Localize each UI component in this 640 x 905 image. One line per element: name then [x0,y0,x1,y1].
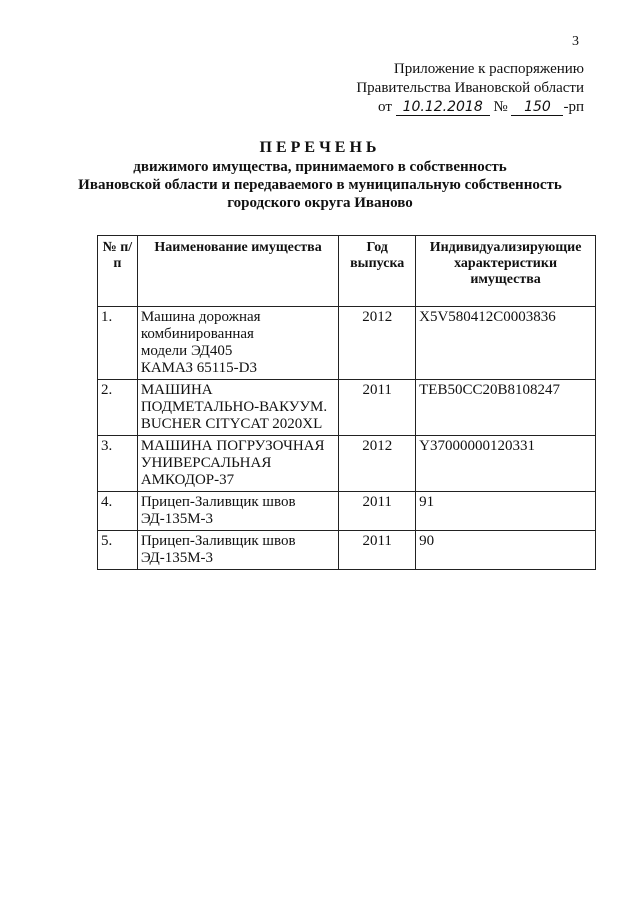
appendix-date-line [356,98,584,117]
row-name-line: Прицеп-Заливщик швов [140,494,296,510]
page-number: 3 [572,34,579,49]
row-id: X5V580412C0003836 [416,307,596,380]
row-name-line: ЭД-135М-3 [140,511,214,527]
row-num: 2. [98,380,138,436]
table-row [98,380,596,436]
row-year: 2012 [339,307,416,380]
row-name-line: Прицеп-Заливщик швов [140,533,296,549]
row-num: 1. [98,307,138,380]
row-name [137,307,338,380]
row-id: Y37000000120331 [416,436,596,492]
appendix-line-2: Правительства Ивановской области [356,80,584,96]
row-id: TEB50CC20B8108247 [416,380,596,436]
heading-line-1: движимого имущества, принимаемого в собственность [133,159,507,175]
heading-line-2: Ивановской области и передаваемого в муниципальную собственность [78,177,562,193]
row-name-line: УНИВЕРСАЛЬНАЯ [140,455,272,471]
number-prefix: № [493,99,508,115]
row-name-line: АМКОДОР-37 [140,472,235,488]
number-value: 150 [511,100,563,116]
header-num: № п/п [98,236,138,307]
row-name-line: КАМАЗ 65115-D3 [140,360,257,376]
row-name-line: Машина дорожная [140,309,261,325]
date-prefix: от [378,99,392,115]
table-row [98,307,596,380]
row-name-line: ЭД-135М-3 [140,550,214,566]
row-year: 2012 [339,436,416,492]
table-row [98,436,596,492]
row-name-line: комбинированная [140,326,254,342]
row-year: 2011 [339,531,416,570]
appendix-block [356,60,584,117]
table-header-row [98,236,596,307]
row-num: 5. [98,531,138,570]
table-row [98,492,596,531]
row-name-line: ПОДМЕТАЛЬНО-ВАКУУМ. [140,399,328,415]
date-value: 10.12.2018 [396,100,490,116]
heading-line-3: городского округа Иваново [227,195,413,211]
header-year: Год выпуска [339,236,416,307]
row-name [137,531,338,570]
row-id: 90 [416,531,596,570]
row-name-line: BUCHER CITYCAT 2020XL [140,416,323,432]
row-name [137,492,338,531]
row-year: 2011 [339,492,416,531]
row-year: 2011 [339,380,416,436]
row-name [137,380,338,436]
row-num: 4. [98,492,138,531]
row-name-line: МАШИНА ПОГРУЗОЧНАЯ [140,438,325,454]
document-title: ПЕРЕЧЕНЬ [259,139,381,156]
header-id: Индивидуализирующие характеристики имущества [416,236,596,307]
row-id: 91 [416,492,596,531]
number-suffix: -рп [563,99,584,115]
property-table [97,235,596,570]
row-name-line: модели ЭД405 [140,343,233,359]
appendix-line-1: Приложение к распоряжению [393,61,584,77]
row-name-line: МАШИНА [140,382,213,398]
header-name: Наименование имущества [137,236,338,307]
document-heading [0,138,640,212]
row-name [137,436,338,492]
row-num: 3. [98,436,138,492]
table-row [98,531,596,570]
